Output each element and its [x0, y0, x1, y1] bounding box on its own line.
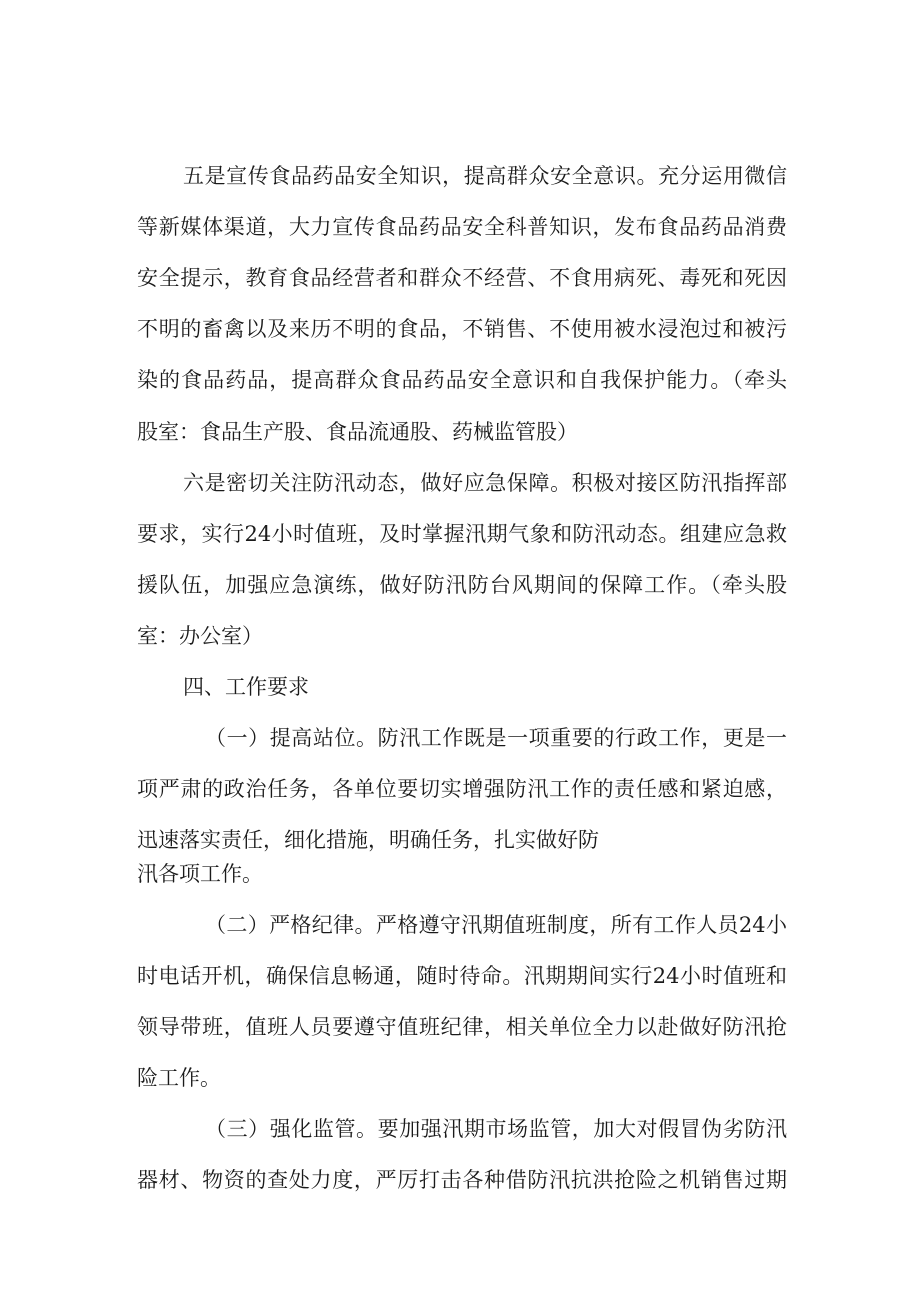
text-line-2: 等新媒体渠道，大力宣传食品药品安全科普知识，发布食品药品消费 — [137, 215, 787, 239]
text-line-9: 援队伍，加强应急演练，做好防汛防台风期间的保障工作。（牵头股 — [137, 573, 787, 597]
text-line-14: 迅速落实责任，细化措施，明确任务，扎实做好防 — [137, 828, 599, 852]
section-heading-work-requirements: 四、工作要求 — [183, 675, 309, 699]
text-line-8: 要求，实行24小时值班，及时掌握汛期气象和防汛动态。组建应急救 — [137, 522, 787, 546]
text-line-12: （一）提高站位。防汛工作既是一项重要的行政工作，更是一 — [205, 726, 787, 750]
text-line-7: 六是密切关注防汛动态，做好应急保障。积极对接区防汛指挥部 — [183, 471, 787, 495]
text-line-20: （三）强化监管。要加强汛期市场监管，加大对假冒伪劣防汛 — [205, 1117, 787, 1141]
text-line-3: 安全提示，教育食品经营者和群众不经营、不食用病死、毒死和死因 — [137, 266, 787, 290]
text-line-19: 险工作。 — [137, 1066, 221, 1090]
text-line-10: 室：办公室） — [137, 624, 263, 648]
text-line-1: 五是宣传食品药品安全知识，提高群众安全意识。充分运用微信 — [183, 164, 787, 188]
text-line-21: 器材、物资的查处力度，严厉打击各种借防汛抗洪抢险之机销售过期 — [137, 1168, 787, 1192]
text-line-6: 股室：食品生产股、食品流通股、药械监管股） — [137, 420, 578, 444]
text-line-17: 时电话开机，确保信息畅通，随时待命。汛期期间实行24小时值班和 — [137, 964, 787, 988]
text-line-5: 染的食品药品，提高群众食品药品安全意识和自我保护能力。（牵头 — [137, 368, 787, 392]
text-line-4: 不明的畜禽以及来历不明的食品，不销售、不使用被水浸泡过和被污 — [137, 317, 787, 341]
text-line-16: （二）严格纪律。严格遵守汛期值班制度，所有工作人员24小 — [205, 913, 787, 937]
text-line-13: 项严肃的政治任务，各单位要切实增强防汛工作的责任感和紧迫感， — [137, 777, 787, 801]
text-line-15: 汛各项工作。 — [137, 862, 263, 886]
text-line-18: 领导带班，值班人员要遵守值班纪律，相关单位全力以赴做好防汛抢 — [137, 1015, 787, 1039]
